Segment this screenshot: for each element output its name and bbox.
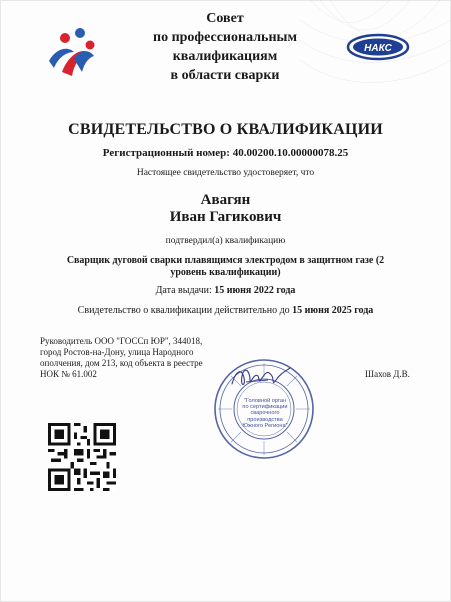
certificate-title: СВИДЕТЕЛЬСТВО О КВАЛИФИКАЦИИ [68, 121, 383, 138]
head-line-3: ополчения, дом 213, код объекта в реестре [40, 358, 203, 368]
issue-date: 15 июня 2022 года [214, 285, 296, 296]
stamp-line-5: Южного Региона" [242, 422, 288, 429]
qr-code[interactable] [48, 423, 116, 491]
stamp-line-1: "Головной орган [243, 398, 287, 404]
head-info [40, 336, 220, 380]
head-line-2: город Ростов-на-Дону, улица Народного [40, 347, 194, 357]
issue-label: Дата выдачи: [155, 285, 212, 296]
council-name [100, 9, 350, 85]
holder-given-names: Иван Гагикович [169, 209, 282, 225]
naks-logo-text: НАКС [364, 43, 392, 54]
stamp-line-3: сварочного [250, 410, 280, 417]
certifies-text: Настоящее свидетельство удостоверяет, что [136, 168, 315, 178]
signature [228, 362, 296, 392]
validity-label: Свидетельство о квалификации действительно до [77, 305, 290, 316]
qualification-name: Сварщик дуговой сварки плавящимся электродом в защитном газе (2 уровень квалификации) [66, 255, 385, 278]
head-line-1: Руководитель ООО "ГОССп ЮР", 344018, [40, 336, 203, 346]
stamp-line-2: по сертификации [242, 404, 288, 411]
reg-label: Регистрационный номер: [102, 147, 230, 159]
validity-date: 15 июня 2025 года [292, 305, 374, 316]
holder-surname: Авагян [200, 192, 251, 208]
naks-logo [346, 33, 410, 61]
registration-number [0, 147, 451, 159]
head-line-4: НОК № 61.002 [40, 369, 97, 379]
issue-date-line [0, 285, 451, 296]
signer-name: Шахов Д.В. [365, 369, 410, 379]
council-line-1: Совет [206, 11, 244, 26]
validity-line [0, 305, 451, 316]
council-line-3: в области сварки [170, 68, 280, 83]
stamp-center-text [236, 398, 294, 429]
confirmed-text: подтвердил(а) квалификацию [165, 236, 286, 246]
reg-value: 40.00200.10.00000078.25 [232, 147, 349, 159]
council-line-2: по профессиональным квалификациям [153, 30, 297, 64]
council-logo-icon [44, 26, 98, 80]
stamp-line-4: производства [247, 416, 283, 423]
